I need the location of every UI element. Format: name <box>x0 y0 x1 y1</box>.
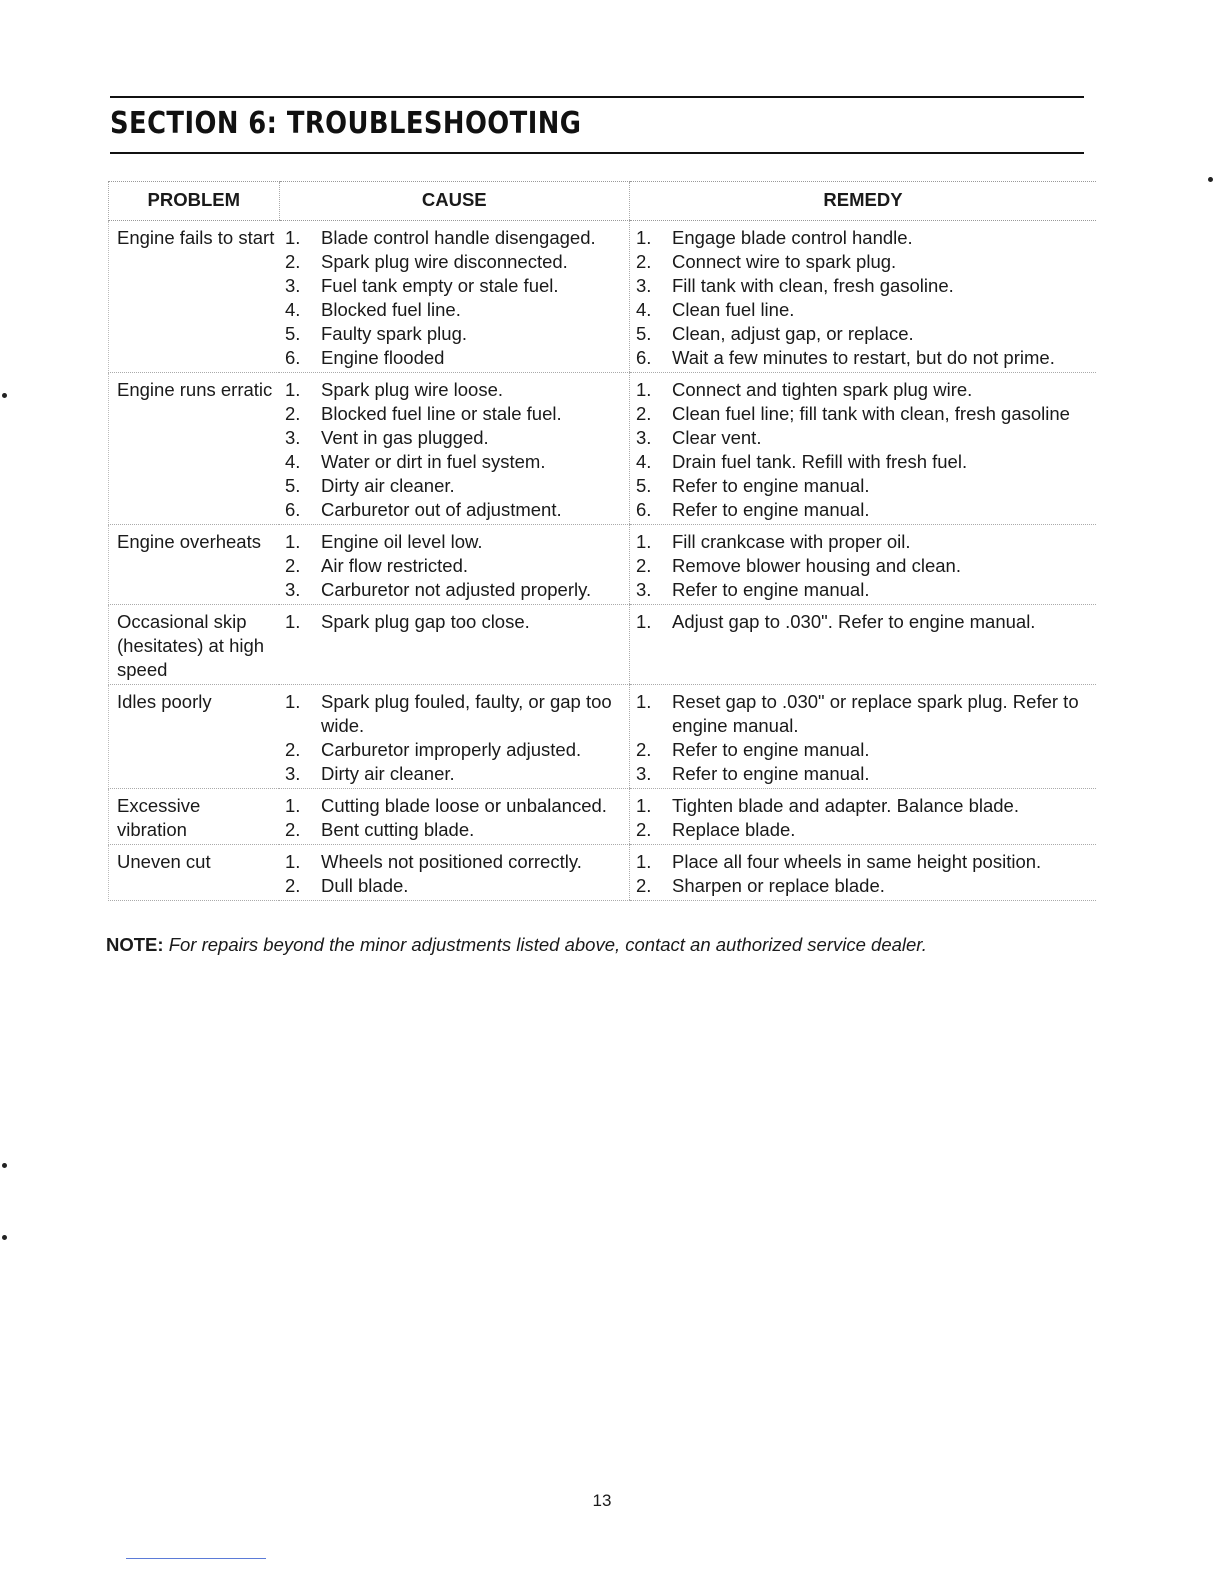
cause-cell <box>279 845 630 901</box>
item-text: Replace blade. <box>672 819 796 840</box>
item-number: 2. <box>636 819 652 840</box>
note-text: For repairs beyond the minor adjustments listed above, contact an authorized service dealer. <box>168 934 927 955</box>
item-text: Dirty air cleaner. <box>321 763 455 784</box>
item-number: 1. <box>285 611 301 632</box>
problem-cell: Occasional skip (hesitates) at high speed <box>109 605 280 685</box>
remedy-item <box>636 818 1096 842</box>
item-number: 4. <box>285 299 301 320</box>
item-text: Spark plug gap too close. <box>321 611 530 632</box>
troubleshooting-table <box>108 181 1096 901</box>
item-number: 1. <box>636 227 652 248</box>
cause-item <box>285 578 629 602</box>
item-text: Carburetor not adjusted properly. <box>321 579 592 600</box>
scan-mark <box>2 1235 7 1240</box>
item-text: Carburetor out of adjustment. <box>321 499 562 520</box>
item-text: Spark plug wire disconnected. <box>321 251 568 272</box>
item-number: 1. <box>285 227 301 248</box>
problem-cell: Engine overheats <box>109 525 280 605</box>
item-text: Spark plug fouled, faulty, or gap too wide. <box>321 691 612 736</box>
cause-item <box>285 402 629 426</box>
cause-cell <box>279 221 630 373</box>
item-text: Sharpen or replace blade. <box>672 875 885 896</box>
table-row <box>109 789 1097 845</box>
item-number: 2. <box>285 403 301 424</box>
item-number: 1. <box>285 795 301 816</box>
problem-cell: Idles poorly <box>109 685 280 789</box>
item-text: Fill tank with clean, fresh gasoline. <box>672 275 954 296</box>
item-text: Faulty spark plug. <box>321 323 468 344</box>
remedy-item <box>636 274 1096 298</box>
item-number: 1. <box>636 531 652 552</box>
cause-cell <box>279 605 630 685</box>
remedy-item <box>636 578 1096 602</box>
item-number: 6. <box>636 499 652 520</box>
item-text: Bent cutting blade. <box>321 819 475 840</box>
item-text: Cutting blade loose or unbalanced. <box>321 795 607 816</box>
item-text: Fill crankcase with proper oil. <box>672 531 911 552</box>
section-bottom-rule <box>110 152 1084 154</box>
remedy-cell <box>630 789 1097 845</box>
column-header-problem: PROBLEM <box>109 182 280 221</box>
item-number: 2. <box>636 875 652 896</box>
item-number: 5. <box>636 323 652 344</box>
item-number: 2. <box>285 739 301 760</box>
remedy-item <box>636 322 1096 346</box>
item-text: Engage blade control handle. <box>672 227 913 248</box>
item-number: 3. <box>636 763 652 784</box>
problem-cell: Excessive vibration <box>109 789 280 845</box>
item-number: 1. <box>285 531 301 552</box>
problem-cell: Uneven cut <box>109 845 280 901</box>
column-header-cause: CAUSE <box>279 182 630 221</box>
scan-mark <box>2 1163 7 1168</box>
section-top-rule <box>110 96 1084 98</box>
problem-cell: Engine runs erratic <box>109 373 280 525</box>
item-text: Refer to engine manual. <box>672 475 870 496</box>
cause-cell <box>279 525 630 605</box>
item-text: Water or dirt in fuel system. <box>321 451 546 472</box>
table-row <box>109 525 1097 605</box>
item-number: 2. <box>636 403 652 424</box>
scan-mark <box>1208 177 1213 182</box>
remedy-item <box>636 402 1096 426</box>
item-number: 4. <box>285 451 301 472</box>
cause-item <box>285 274 629 298</box>
item-text: Blocked fuel line. <box>321 299 461 320</box>
item-text: Engine oil level low. <box>321 531 483 552</box>
item-number: 3. <box>636 275 652 296</box>
cause-item <box>285 426 629 450</box>
cause-item <box>285 850 629 874</box>
item-text: Wheels not positioned correctly. <box>321 851 582 872</box>
remedy-cell <box>630 525 1097 605</box>
cause-item <box>285 554 629 578</box>
item-text: Refer to engine manual. <box>672 763 870 784</box>
table-body <box>109 221 1097 901</box>
item-number: 6. <box>636 347 652 368</box>
item-text: Refer to engine manual. <box>672 579 870 600</box>
footer-rule <box>126 1558 266 1559</box>
item-text: Air flow restricted. <box>321 555 469 576</box>
item-number: 1. <box>636 795 652 816</box>
cause-item <box>285 226 629 250</box>
item-number: 1. <box>636 691 652 712</box>
item-number: 5. <box>285 475 301 496</box>
cause-cell <box>279 373 630 525</box>
cause-item <box>285 498 629 522</box>
page-number: 13 <box>592 1491 612 1510</box>
item-number: 3. <box>285 427 301 448</box>
cause-item <box>285 346 629 370</box>
item-text: Remove blower housing and clean. <box>672 555 961 576</box>
item-number: 1. <box>285 691 301 712</box>
remedy-item <box>636 554 1096 578</box>
cause-item <box>285 762 629 786</box>
table-row <box>109 221 1097 373</box>
cause-item <box>285 298 629 322</box>
note <box>106 934 927 956</box>
item-number: 3. <box>636 579 652 600</box>
item-text: Connect and tighten spark plug wire. <box>672 379 973 400</box>
cause-item <box>285 690 629 738</box>
item-number: 6. <box>285 499 301 520</box>
item-text: Spark plug wire loose. <box>321 379 504 400</box>
item-number: 2. <box>636 739 652 760</box>
item-text: Blocked fuel line or stale fuel. <box>321 403 562 424</box>
cause-item <box>285 610 629 634</box>
remedy-item <box>636 250 1096 274</box>
remedy-item <box>636 530 1096 554</box>
note-label: NOTE: <box>106 934 164 955</box>
item-text: Reset gap to .030" or replace spark plug. Refer to engine manual. <box>672 691 1079 736</box>
remedy-item <box>636 874 1096 898</box>
remedy-item <box>636 794 1096 818</box>
item-number: 2. <box>285 251 301 272</box>
item-text: Tighten blade and adapter. Balance blade. <box>672 795 1019 816</box>
item-number: 1. <box>285 851 301 872</box>
cause-item <box>285 794 629 818</box>
column-header-remedy: REMEDY <box>630 182 1097 221</box>
cause-item <box>285 874 629 898</box>
remedy-item <box>636 426 1096 450</box>
item-number: 3. <box>285 763 301 784</box>
item-text: Clean fuel line. <box>672 299 795 320</box>
cause-item <box>285 322 629 346</box>
remedy-item <box>636 498 1096 522</box>
cause-cell <box>279 789 630 845</box>
item-number: 1. <box>285 379 301 400</box>
cause-item <box>285 738 629 762</box>
table-row <box>109 605 1097 685</box>
remedy-item <box>636 346 1096 370</box>
item-number: 5. <box>636 475 652 496</box>
remedy-item <box>636 762 1096 786</box>
item-number: 2. <box>285 555 301 576</box>
cause-cell <box>279 685 630 789</box>
item-number: 3. <box>285 275 301 296</box>
cause-item <box>285 450 629 474</box>
item-number: 1. <box>636 379 652 400</box>
item-text: Clear vent. <box>672 427 762 448</box>
table-header-row <box>109 182 1097 221</box>
item-text: Wait a few minutes to restart, but do not prime. <box>672 347 1055 368</box>
item-text: Refer to engine manual. <box>672 739 870 760</box>
remedy-item <box>636 450 1096 474</box>
remedy-item <box>636 738 1096 762</box>
remedy-item <box>636 474 1096 498</box>
item-text: Adjust gap to .030". Refer to engine manual. <box>672 611 1036 632</box>
item-text: Carburetor improperly adjusted. <box>321 739 582 760</box>
item-number: 4. <box>636 451 652 472</box>
remedy-item <box>636 610 1096 634</box>
remedy-item <box>636 690 1096 738</box>
item-text: Drain fuel tank. Refill with fresh fuel. <box>672 451 968 472</box>
scan-mark <box>2 393 7 398</box>
table-row <box>109 373 1097 525</box>
item-number: 1. <box>636 611 652 632</box>
item-text: Refer to engine manual. <box>672 499 870 520</box>
cause-item <box>285 530 629 554</box>
cause-item <box>285 250 629 274</box>
remedy-item <box>636 298 1096 322</box>
remedy-cell <box>630 685 1097 789</box>
table-row <box>109 685 1097 789</box>
item-number: 3. <box>636 427 652 448</box>
item-number: 6. <box>285 347 301 368</box>
item-number: 2. <box>285 819 301 840</box>
item-number: 2. <box>285 875 301 896</box>
item-text: Dirty air cleaner. <box>321 475 455 496</box>
remedy-cell <box>630 373 1097 525</box>
item-number: 3. <box>285 579 301 600</box>
item-text: Fuel tank empty or stale fuel. <box>321 275 559 296</box>
cause-item <box>285 818 629 842</box>
problem-cell: Engine fails to start <box>109 221 280 373</box>
remedy-item <box>636 226 1096 250</box>
remedy-item <box>636 378 1096 402</box>
item-number: 5. <box>285 323 301 344</box>
remedy-cell <box>630 221 1097 373</box>
item-number: 2. <box>636 251 652 272</box>
item-text: Vent in gas plugged. <box>321 427 489 448</box>
item-text: Engine flooded <box>321 347 445 368</box>
item-text: Blade control handle disengaged. <box>321 227 596 248</box>
remedy-cell <box>630 605 1097 685</box>
item-text: Place all four wheels in same height position. <box>672 851 1042 872</box>
cause-item <box>285 474 629 498</box>
cause-item <box>285 378 629 402</box>
item-text: Clean fuel line; fill tank with clean, fresh gasoline <box>672 403 1070 424</box>
item-number: 2. <box>636 555 652 576</box>
remedy-cell <box>630 845 1097 901</box>
item-text: Clean, adjust gap, or replace. <box>672 323 914 344</box>
item-number: 4. <box>636 299 652 320</box>
item-text: Connect wire to spark plug. <box>672 251 897 272</box>
item-number: 1. <box>636 851 652 872</box>
section-title: SECTION 6: TROUBLESHOOTING <box>110 106 582 141</box>
remedy-item <box>636 850 1096 874</box>
item-text: Dull blade. <box>321 875 409 896</box>
table-row <box>109 845 1097 901</box>
